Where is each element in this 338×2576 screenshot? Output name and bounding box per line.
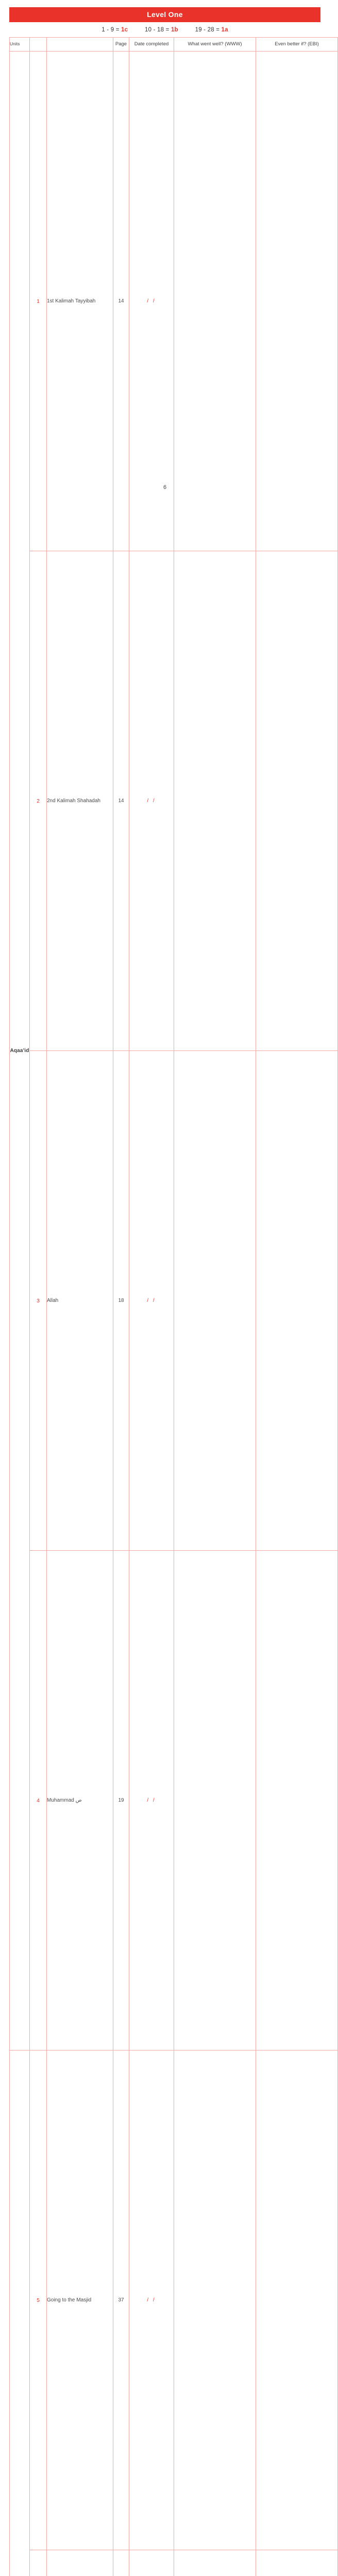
column-header-units: Units [10,38,30,52]
table-body [10,52,338,2576]
www-cell[interactable] [174,551,256,1051]
column-header-date-completed: Date completed [129,38,174,52]
column-header-topic [47,38,113,52]
page-cell: 14 [113,52,129,551]
date-completed-cell[interactable] [129,2550,174,2576]
topic-cell [47,2550,113,2576]
www-cell[interactable] [174,1551,256,2050]
ebi-cell[interactable] [256,1051,338,1551]
www-cell[interactable] [174,1051,256,1551]
ebi-cell[interactable] [256,551,338,1051]
column-header-ebi: Even better if? (EBI) [256,38,338,52]
ebi-cell[interactable] [256,1551,338,2050]
date-completed-cell[interactable]: / / [129,2050,174,2550]
page-cell: 37 [113,2050,129,2550]
legend-range-2-code: 1b [171,27,178,33]
legend-range-1-label: 1 - 9 = [102,27,119,33]
progress-table [9,37,338,2576]
date-completed-cell[interactable]: / / [129,1551,174,2050]
table-row [10,52,338,551]
ebi-cell[interactable] [256,52,338,551]
topic-cell: 2nd Kalimah Shahadah [47,551,113,1051]
legend [9,22,320,37]
date-completed-cell[interactable]: / / [129,1051,174,1551]
unit-number-cell: 1 [30,52,47,551]
table-row [10,2050,338,2550]
legend-range-2-label: 10 - 18 = [145,27,170,33]
category-cell [10,2050,30,2576]
page-title: Level One [9,7,320,22]
page-cell [113,2550,129,2576]
legend-range-3-label: 19 - 28 = [195,27,220,33]
page-cell: 18 [113,1051,129,1551]
unit-number-cell: 4 [30,1551,47,2050]
ebi-cell[interactable] [256,2050,338,2550]
page-number: 6 [0,484,330,490]
legend-range-3-code: 1a [222,27,228,33]
ebi-cell[interactable] [256,2550,338,2576]
table-row [10,1051,338,1551]
www-cell[interactable] [174,52,256,551]
unit-number-cell: 5 [30,2050,47,2550]
topic-cell: Muhammad ص [47,1551,113,2050]
unit-number-cell: 3 [30,1051,47,1551]
unit-number-cell [30,2550,47,2576]
column-header-page: Page [113,38,129,52]
topic-cell: Going to the Masjid [47,2050,113,2550]
page-cell: 19 [113,1551,129,2050]
www-cell[interactable] [174,2050,256,2550]
topic-cell: 1st Kalimah Tayyibah [47,52,113,551]
table-row [10,2550,338,2576]
column-header-www: What went well? (WWW) [174,38,256,52]
date-completed-cell[interactable]: / / [129,52,174,551]
page-cell: 14 [113,551,129,1051]
category-cell: Aqaa'id [10,52,30,2050]
worksheet-page [0,0,330,500]
table-header-row [10,38,338,52]
unit-number-cell: 2 [30,551,47,1051]
column-header-number [30,38,47,52]
legend-range-1-code: 1c [121,27,128,33]
table-row [10,1551,338,2050]
table-row [10,551,338,1051]
date-completed-cell[interactable]: / / [129,551,174,1051]
www-cell[interactable] [174,2550,256,2576]
table-header [10,38,338,52]
topic-cell: Allah [47,1051,113,1551]
